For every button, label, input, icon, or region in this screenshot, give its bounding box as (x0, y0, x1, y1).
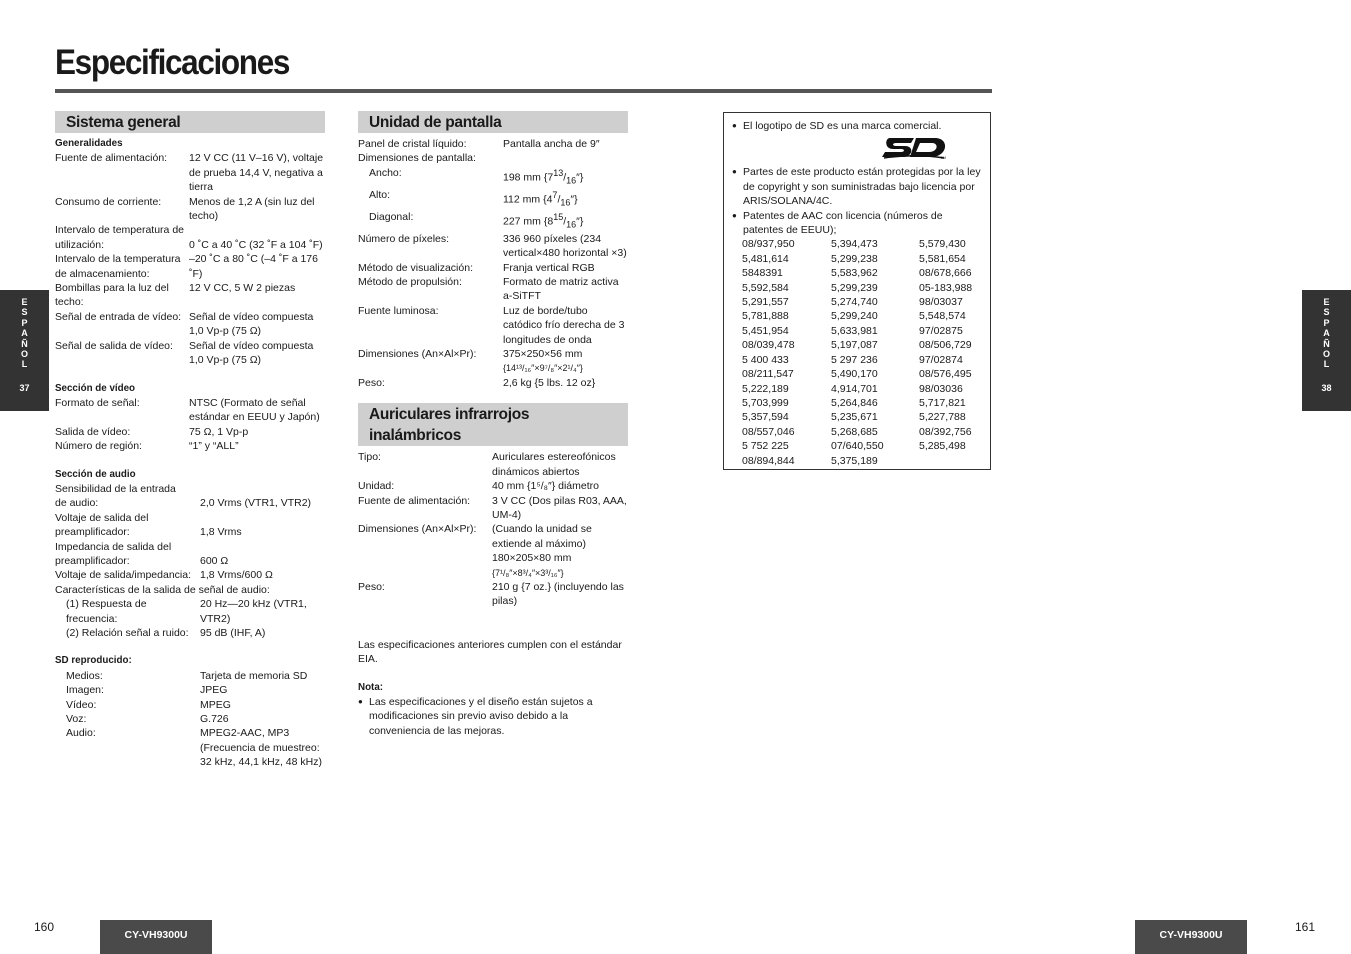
spec-key: Salida de vídeo: (55, 425, 131, 438)
spec-key: Dimensiones (An×Al×Pr): (358, 348, 477, 361)
patent-number: 5,703,999 (742, 396, 789, 409)
patent-number: 5,581,654 (919, 252, 966, 265)
spec-row (55, 396, 325, 425)
patent-number: 5 752 225 (742, 440, 789, 453)
spec-key: Fuente de alimentación: (358, 494, 471, 507)
nota-heading: Nota: (358, 681, 384, 693)
spec-value: Luz de borde/tubo catódico frío derecha de 3 longitudes de onda (503, 304, 625, 346)
patent-number: 5,274,740 (831, 296, 878, 309)
spec-value: –20 ˚C a 80 ˚C (–4 ˚F a 176 ˚F) (189, 253, 318, 280)
side-tab-letter: A (21, 328, 28, 339)
side-tab-letter: L (21, 359, 28, 370)
spec-key: Fuente de alimentación: (55, 152, 168, 165)
patent-number: 5848391 (742, 267, 783, 280)
section-heading-auriculares: Auriculares infrarrojos inalámbricos (358, 403, 628, 446)
spec-key: Vídeo: (66, 698, 97, 711)
side-tab-letter: A (1323, 328, 1330, 339)
spec-row (55, 698, 325, 712)
patent-number: 5 400 433 (742, 353, 789, 366)
spec-value: 3 V CC (Dos pilas R03, AAA, UM-4) (492, 494, 627, 521)
spec-value: 1,8 Vrms (200, 526, 242, 539)
section-heading-pantalla: Unidad de pantalla (358, 111, 628, 133)
patent-number: 5,579,430 (919, 238, 966, 251)
patent-number: 5,548,574 (919, 310, 966, 323)
side-tab-letter: L (1323, 359, 1330, 370)
spec-row (55, 195, 325, 224)
spec-value: 1,8 Vrms/600 Ω (200, 569, 273, 582)
spec-key: Método de visualización: (358, 261, 473, 274)
patent-number: 98/03036 (919, 382, 963, 395)
spec-value: MPEG (200, 698, 231, 711)
spec-key: Voltaje de salida del (55, 511, 149, 524)
patent-number: 5,291,557 (742, 296, 789, 309)
spec-value: 210 g {7 oz.} (incluyendo las pilas) (492, 580, 624, 608)
spec-value: (Cuando la unidad se extiende al máximo) 180×205×80 mm {7¹/₈″×8³/₄″×3³/₁₆″} (492, 523, 592, 578)
spec-key: Medios: (66, 669, 103, 682)
patent-number: 08/576,495 (919, 368, 972, 381)
spec-key: Número de píxeles: (358, 232, 450, 245)
spec-key: Consumo de corriente: (55, 195, 162, 208)
spec-key: Peso: (358, 580, 385, 593)
spec-key: Intervalo de la temperatura de almacenamiento: (55, 253, 181, 280)
page-title: Especificaciones (55, 43, 290, 82)
spec-key: Voz: (66, 713, 87, 726)
spec-value: 12 V CC (11 V–16 V), voltaje de prueba 14,4 V, negativa a tierra (189, 152, 324, 194)
patent-number: 5,299,238 (831, 252, 878, 265)
spec-value: Señal de vídeo compuesta 1,0 Vp-p (75 Ω) (189, 310, 314, 338)
spec-value: NTSC (Formato de señal estándar en EEUU y Japón) (189, 396, 320, 424)
spec-key: Alto: (369, 188, 391, 201)
spec-row (55, 439, 325, 453)
spec-value: 75 Ω, 1 Vp-p (189, 425, 249, 438)
spec-row (55, 310, 325, 339)
svg-text:TM: TM (940, 155, 946, 161)
spec-key: preamplificador: (55, 526, 130, 539)
spec-key: Voltaje de salida/impedancia: (55, 569, 192, 582)
sd-logo-note: ● El logotipo de SD es una marca comercial. (732, 119, 982, 133)
patent-number: 07/640,550 (831, 440, 884, 453)
title-rule (55, 89, 992, 93)
spec-key: Dimensiones de pantalla: (358, 152, 476, 165)
section-heading-sistema: Sistema general (55, 111, 325, 133)
sub-heading-video: Sección de vídeo (55, 382, 136, 394)
spec-key: (1) Respuesta de frecuencia: (66, 598, 147, 625)
sub-heading-generalidades: Generalidades (55, 138, 123, 149)
spec-value: Auriculares estereofónicos dinámicos abiertos (492, 451, 616, 478)
patent-number: 5,235,671 (831, 411, 878, 424)
spec-row (55, 339, 325, 368)
spec-value: 336 960 píxeles (234 vertical×480 horizontal ×3) (503, 232, 627, 260)
spec-value: 12 V CC, 5 W 2 piezas (189, 282, 296, 295)
patent-number: 08/557,046 (742, 425, 795, 438)
spec-key: Sensibilidad de la entrada (55, 482, 176, 495)
patent-number: 5,451,954 (742, 324, 789, 337)
side-tab-letter: P (21, 317, 28, 328)
patent-number: 97/02875 (919, 324, 963, 337)
sd-logo-icon (880, 136, 950, 160)
spec-value: 227 mm $\{8^{15}/_{16}''\}$ (503, 211, 584, 230)
side-tab-number: 37 (19, 382, 30, 393)
spec-row (55, 425, 325, 439)
spec-key: Características de la salida de señal de audio: (55, 583, 270, 596)
model-label-right: CY-VH9300U (1135, 920, 1247, 954)
model-label-left: CY-VH9300U (100, 920, 212, 954)
spec-row (55, 151, 325, 194)
patent-number: 5,481,614 (742, 252, 789, 265)
patent-number: 08/937,950 (742, 238, 795, 251)
patent-number: 08/506,729 (919, 339, 972, 352)
side-tab-letter: Ñ (21, 338, 28, 349)
patent-number: 5,264,846 (831, 396, 878, 409)
patent-number: 5,781,888 (742, 310, 789, 323)
sub-heading-sd: SD reproducido: (55, 655, 132, 667)
spec-value: Menos de 1,2 A (sin luz del techo) (189, 195, 315, 223)
spec-value: 0 ˚C a 40 ˚C (32 ˚F a 104 ˚F) (189, 238, 323, 251)
patent-number: 5,357,594 (742, 411, 789, 424)
patent-number: 5,268,685 (831, 425, 878, 438)
patent-number: 08/392,756 (919, 425, 972, 438)
patent-number: 05-183,988 (919, 281, 973, 294)
spec-value: 600 Ω (200, 554, 229, 567)
spec-key: (2) Relación señal a ruido: (66, 627, 189, 639)
spec-row (55, 223, 325, 252)
spec-key: Señal de salida de vídeo: (55, 339, 173, 352)
patent-number: 5,285,498 (919, 440, 966, 453)
side-tab-right (1302, 290, 1351, 411)
spec-value: 40 mm {1⁵/₈″} diámetro (492, 480, 599, 493)
patent-number: 5,375,189 (831, 454, 878, 467)
spec-key: Tipo: (358, 451, 381, 464)
patent-number: 5,592,584 (742, 281, 789, 294)
sub-heading-audio: Sección de audio (55, 468, 136, 480)
page-number-left: 160 (34, 920, 55, 934)
spec-value: G.726 (200, 713, 229, 726)
spec-value: 375×250×56 mm {14¹³/₁₆″×9⁷/₈″×2¹/₄″} (503, 348, 583, 374)
patent-number: 5,197,087 (831, 339, 878, 352)
spec-key: Método de propulsión: (358, 276, 462, 289)
side-tab-letter: Ñ (1323, 338, 1330, 349)
patent-number: 98/03037 (919, 296, 963, 309)
patent-number: 5,633,981 (831, 324, 878, 337)
side-tab-left (0, 290, 49, 411)
eia-note: Las especificaciones anteriores cumplen con el estándar EIA. (358, 638, 622, 666)
spec-value: 198 mm $\{7^{13}/_{16}''\}$ (503, 167, 584, 186)
patent-number: 08/039,478 (742, 339, 795, 352)
auriculares-table (358, 450, 628, 608)
side-tab-letter: P (1323, 317, 1330, 328)
spec-value: Señal de vídeo compuesta 1,0 Vp-p (75 Ω) (189, 339, 314, 367)
patent-number: 08/894,844 (742, 454, 795, 467)
spec-value: Franja vertical RGB (503, 261, 595, 274)
pantalla-table (358, 137, 628, 390)
spec-key: Audio: (66, 727, 96, 740)
spec-key: Señal de entrada de vídeo: (55, 310, 182, 323)
spec-key: Diagonal: (369, 210, 414, 223)
patent-number: 5,717,821 (919, 396, 966, 409)
side-tab-letter: O (1322, 349, 1330, 360)
spec-value: JPEG (200, 684, 228, 697)
pantalla-column (358, 111, 628, 738)
nota-text: ● Las especificaciones y el diseño están sujetos a modificaciones sin previo aviso debido a la conveniencia de las mejoras. (358, 695, 594, 738)
spec-key: Impedancia de salida del preamplificador: (55, 540, 172, 567)
spec-key: Peso: (358, 376, 385, 389)
spec-key: Número de región: (55, 440, 142, 453)
patent-number (919, 454, 989, 468)
spec-value: 95 dB (IHF, A) (200, 627, 266, 639)
patent-number: 5,299,240 (831, 310, 878, 323)
sd-license-box (723, 112, 991, 470)
spec-key: de audio: (55, 497, 99, 510)
spec-value: 2,6 kg {5 lbs. 12 oz} (503, 376, 596, 389)
spec-row (55, 281, 325, 310)
spec-value: Formato de matriz activa a-SiTFT (503, 276, 619, 303)
spec-key: Dimensiones (An×Al×Pr): (358, 523, 477, 536)
spec-value: 2,0 Vrms (VTR1, VTR2) (200, 497, 312, 510)
patent-list (742, 237, 982, 468)
side-tab-letter: E (1323, 297, 1330, 307)
aac-patents-note: ● Patentes de AAC con licencia (números de patentes de EEUU); (732, 209, 982, 238)
spec-row (55, 726, 325, 769)
side-tab-letter: E (21, 297, 28, 307)
patent-number: 5,222,189 (742, 382, 789, 395)
side-tab-letter: O (20, 349, 28, 360)
page-number-right: 161 (1295, 920, 1316, 934)
sd-table (55, 669, 325, 770)
patent-number: 5,490,170 (831, 368, 878, 381)
spec-value: 112 mm $\{4^7/_{16}''\}$ (503, 189, 578, 208)
spec-row (55, 669, 325, 683)
spec-key: Formato de señal: (55, 396, 140, 409)
patent-number: 08/678,666 (919, 267, 972, 280)
patent-number: 08/211,547 (742, 368, 794, 381)
patent-number: 5,227,788 (919, 411, 966, 424)
generalidades-table (55, 151, 325, 367)
spec-row (55, 683, 325, 697)
spec-key: Fuente luminosa: (358, 304, 439, 317)
video-table (55, 396, 325, 454)
spec-key: Intervalo de temperatura de utilización: (55, 224, 184, 251)
side-tab-letter: S (21, 307, 28, 318)
spec-value: “1” y “ALL” (189, 440, 239, 453)
spec-key: Imagen: (66, 684, 104, 697)
spec-key: Bombillas para la luz del techo: (55, 282, 169, 309)
spec-row (55, 252, 325, 281)
spec-value: Pantalla ancha de 9″ (503, 138, 600, 150)
patent-number: 5,394,473 (831, 238, 878, 251)
patent-number: 5,299,239 (831, 281, 878, 294)
spec-key: Unidad: (358, 480, 395, 493)
spec-key: Ancho: (369, 166, 402, 179)
copyright-note: ● Partes de este producto están protegidas por la ley de copyright y son suministradas bajo licencia por ARIS/SOLANA/4C. (732, 165, 982, 208)
side-tab-letter: S (1323, 307, 1330, 318)
patent-number: 5 297 236 (831, 353, 878, 366)
side-tab-number: 38 (1321, 382, 1332, 393)
audio-table (55, 482, 325, 640)
patent-number: 97/02874 (919, 353, 963, 366)
spec-value: Tarjeta de memoria SD (200, 669, 308, 682)
spec-value: MPEG2-AAC, MP3 (Frecuencia de muestreo: 32 kHz, 44,1 kHz, 48 kHz) (200, 727, 322, 769)
sistema-general-column (55, 111, 325, 770)
spec-row (55, 712, 325, 726)
spec-value: 20 Hz—20 kHz (VTR1, VTR2) (200, 598, 307, 625)
spec-key: Panel de cristal líquido: (358, 138, 467, 150)
patent-number: 5,583,962 (831, 267, 878, 280)
patent-number: 4,914,701 (831, 382, 878, 395)
sd-logo (880, 136, 950, 160)
